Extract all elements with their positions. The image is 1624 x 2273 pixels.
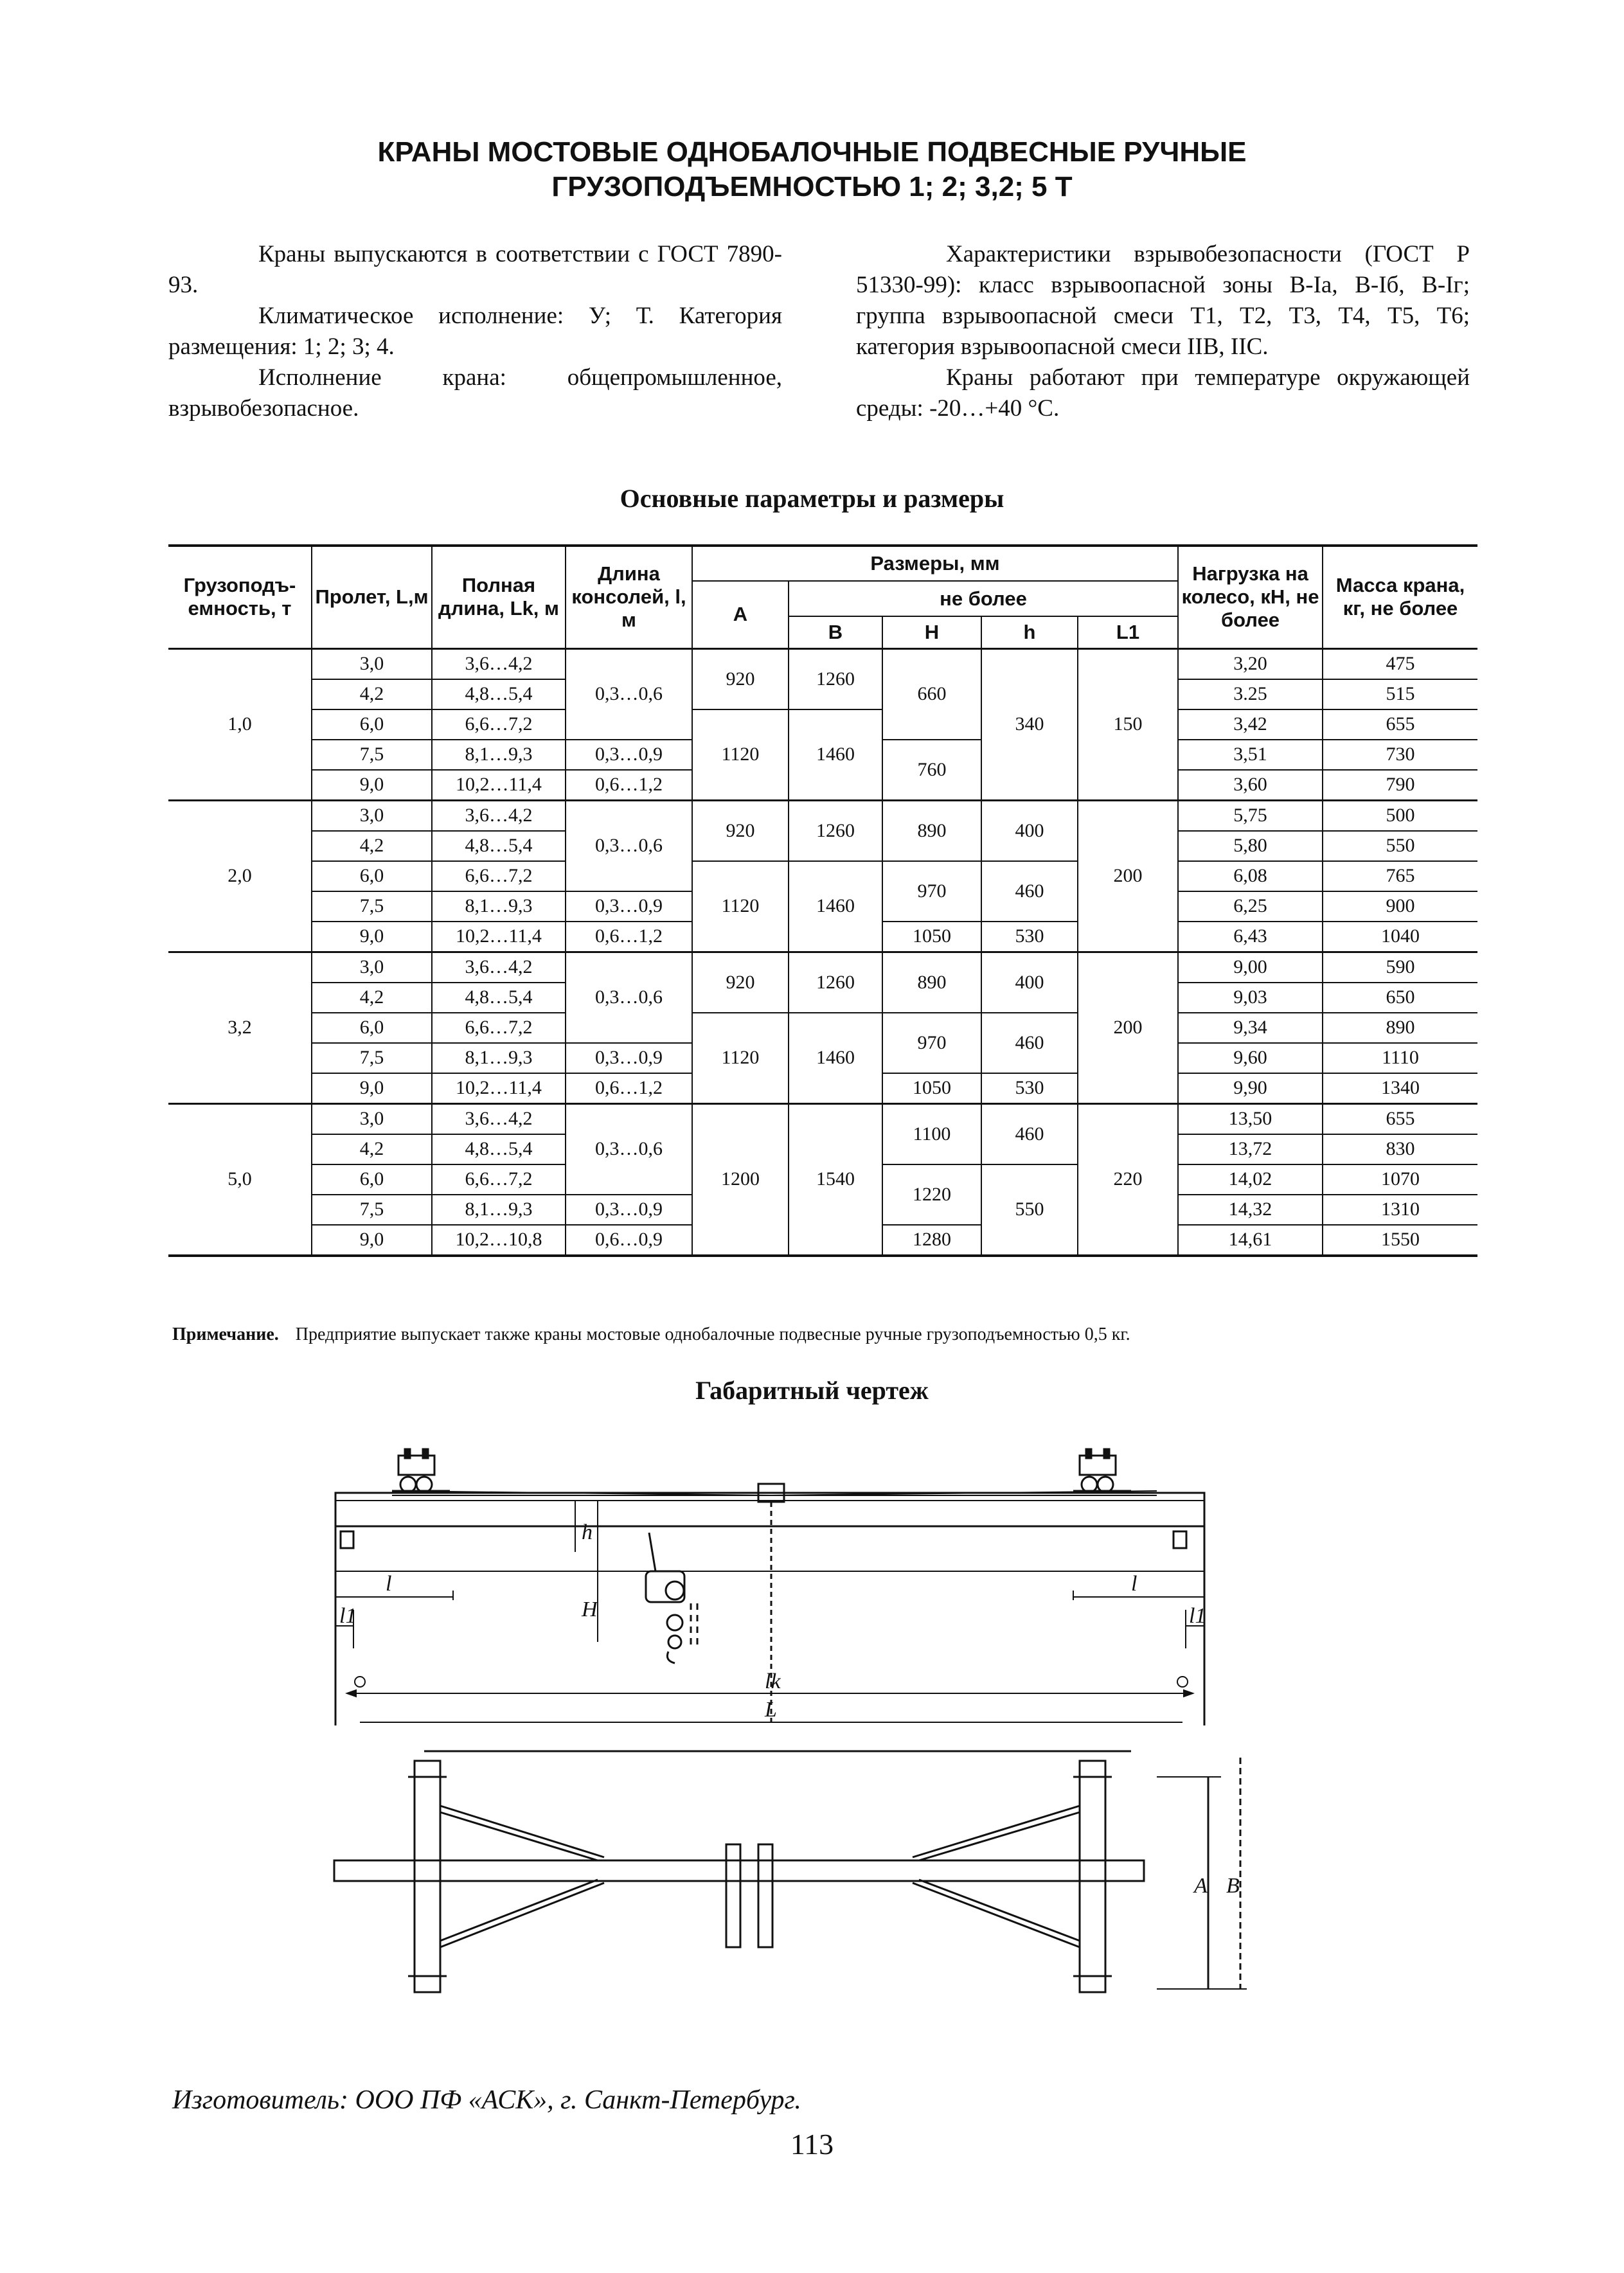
full-length-cell: 6,6…7,2 (432, 709, 566, 740)
header-wheel-load: Нагрузка на колесо, кН, не более (1178, 546, 1323, 648)
end-truck-left (415, 1761, 440, 1992)
mass-cell: 1550 (1323, 1225, 1477, 1256)
capacity-cell: 3,2 (168, 952, 312, 1103)
l1-cell: 150 (1078, 648, 1178, 800)
span-cell: 6,0 (312, 709, 432, 740)
full-length-cell: 10,2…11,4 (432, 770, 566, 801)
beam-outline (335, 1493, 1204, 1526)
manufacturer: Изготовитель: ООО ПФ «АСК», г. Санкт-Петербург. (172, 2085, 801, 2115)
header-big-h: H (882, 616, 981, 648)
full-length-cell: 3,6…4,2 (432, 648, 566, 679)
wheel-load-cell: 9,03 (1178, 983, 1323, 1013)
title-line-1: КРАНЫ МОСТОВЫЕ ОДНОБАЛОЧНЫЕ ПОДВЕСНЫЕ РУЧНЫЕ (377, 136, 1247, 168)
wheel-load-cell: 3,60 (1178, 770, 1323, 801)
b-cell: 1260 (789, 952, 882, 1013)
header-sizes: Размеры, мм (692, 546, 1178, 581)
full-length-cell: 8,1…9,3 (432, 740, 566, 770)
l1-cell: 200 (1078, 952, 1178, 1103)
page-number: 113 (790, 2128, 834, 2161)
l1-cell: 220 (1078, 1103, 1178, 1256)
a-cell: 1120 (692, 861, 789, 952)
capacity-cell: 5,0 (168, 1103, 312, 1256)
big-h-cell: 1280 (882, 1225, 981, 1256)
console-cell: 0,3…0,6 (566, 648, 692, 740)
left-bracing (440, 1806, 604, 1947)
header-small-h: h (981, 616, 1078, 648)
span-cell: 9,0 (312, 1073, 432, 1104)
console-cell: 0,3…0,9 (566, 1043, 692, 1073)
label-l1-left: l1 (339, 1604, 357, 1628)
wheel-load-cell: 5,80 (1178, 831, 1323, 861)
small-h-cell: 340 (981, 648, 1078, 800)
header-mass: Масса крана, кг, не более (1323, 546, 1477, 648)
small-h-cell: 400 (981, 952, 1078, 1013)
big-h-cell: 970 (882, 1013, 981, 1073)
mass-cell: 500 (1323, 800, 1477, 831)
wheel-load-cell: 3,20 (1178, 648, 1323, 679)
b-cell: 1460 (789, 861, 882, 952)
table-row (168, 1013, 1477, 1043)
span-cell: 4,2 (312, 831, 432, 861)
full-length-cell: 10,2…11,4 (432, 922, 566, 952)
label-h: h (582, 1520, 593, 1544)
crane-plan-view (321, 1738, 1272, 2002)
intro-paragraph: Исполнение крана: общепромышленное, взрывобезопасное. (168, 364, 782, 422)
wheel-load-cell: 9,00 (1178, 952, 1323, 983)
right-bracing (913, 1806, 1080, 1947)
label-L: L (765, 1698, 777, 1722)
mass-cell: 655 (1323, 709, 1477, 740)
wheel-load-cell: 9,34 (1178, 1013, 1323, 1043)
span-cell: 7,5 (312, 1195, 432, 1225)
span-cell: 3,0 (312, 648, 432, 679)
span-cell: 9,0 (312, 770, 432, 801)
full-length-cell: 10,2…11,4 (432, 1073, 566, 1104)
page-title (0, 135, 1624, 204)
intro-paragraph: Краны работают при температуре окружающей среды: -20…+40 °С. (856, 364, 1470, 422)
mass-cell: 590 (1323, 952, 1477, 983)
mass-cell: 550 (1323, 831, 1477, 861)
big-h-cell: 1050 (882, 922, 981, 952)
drawing-title: Габаритный чертеж (695, 1376, 929, 1405)
small-h-cell: 460 (981, 1013, 1078, 1073)
intro-paragraph: Характеристики взрывобезопасности (ГОСТ Р 51330-99): класс взрывоопасной зоны B-Ia, B-Iб, B-Iг; группа взрывоопасной смеси Т1, Т2, Т3, Т4, Т5, Т6; категория взрывоопасной смеси IIВ, IIС. (856, 241, 1470, 360)
small-h-cell: 460 (981, 861, 1078, 922)
a-cell: 920 (692, 648, 789, 709)
span-cell: 7,5 (312, 740, 432, 770)
header-full-length: Полная длина, Lk, м (432, 546, 566, 648)
label-l1-right: l1 (1189, 1604, 1206, 1628)
intro-left-column (168, 239, 782, 424)
full-length-cell: 4,8…5,4 (432, 1134, 566, 1164)
mass-cell: 890 (1323, 1013, 1477, 1043)
right-end-carriage (1073, 1449, 1131, 1492)
table-row (168, 952, 1477, 983)
b-cell: 1260 (789, 800, 882, 861)
full-length-cell: 10,2…10,8 (432, 1225, 566, 1256)
console-cell: 0,6…1,2 (566, 770, 692, 801)
intro-paragraph: Климатическое исполнение: У; Т. Категория размещения: 1; 2; 3; 4. (168, 303, 782, 360)
span-cell: 6,0 (312, 861, 432, 891)
full-length-cell: 8,1…9,3 (432, 1195, 566, 1225)
mass-cell: 790 (1323, 770, 1477, 801)
full-length-cell: 8,1…9,3 (432, 1043, 566, 1073)
table-note (172, 1324, 1130, 1345)
span-cell: 4,2 (312, 983, 432, 1013)
b-cell: 1540 (789, 1103, 882, 1256)
table-row (168, 800, 1477, 831)
small-h-cell: 530 (981, 922, 1078, 952)
a-cell: 1120 (692, 709, 789, 801)
end-plate (1173, 1531, 1186, 1548)
big-h-cell: 760 (882, 740, 981, 801)
b-cell: 1460 (789, 709, 882, 801)
left-end-carriage (392, 1449, 450, 1492)
table-title: Основные параметры и размеры (620, 484, 1004, 513)
wheel-load-cell: 9,60 (1178, 1043, 1323, 1073)
console-cell: 0,3…0,9 (566, 740, 692, 770)
mass-cell: 765 (1323, 861, 1477, 891)
console-cell: 0,6…1,2 (566, 1073, 692, 1104)
big-h-cell: 890 (882, 952, 981, 1013)
mass-cell: 900 (1323, 891, 1477, 922)
console-cell: 0,3…0,9 (566, 1195, 692, 1225)
mass-cell: 655 (1323, 1103, 1477, 1134)
l1-cell: 200 (1078, 800, 1178, 952)
a-cell: 1120 (692, 1013, 789, 1104)
header-not-more: не более (789, 581, 1178, 616)
wheel-load-cell: 13,72 (1178, 1134, 1323, 1164)
title-line-2: ГРУЗОПОДЪЕМНОСТЬЮ 1; 2; 3,2; 5 Т (551, 171, 1073, 202)
mass-cell: 650 (1323, 983, 1477, 1013)
mass-cell: 1110 (1323, 1043, 1477, 1073)
header-b: B (789, 616, 882, 648)
small-h-cell: 550 (981, 1164, 1078, 1256)
wheel-load-cell: 6,43 (1178, 922, 1323, 952)
span-cell: 7,5 (312, 891, 432, 922)
mass-cell: 830 (1323, 1134, 1477, 1164)
full-length-cell: 6,6…7,2 (432, 1013, 566, 1043)
big-h-cell: 1220 (882, 1164, 981, 1225)
small-h-cell: 530 (981, 1073, 1078, 1104)
a-cell: 920 (692, 952, 789, 1013)
wheel-load-cell: 6,25 (1178, 891, 1323, 922)
full-length-cell: 8,1…9,3 (432, 891, 566, 922)
main-beam (334, 1860, 1144, 1881)
big-h-cell: 660 (882, 648, 981, 740)
mass-cell: 1340 (1323, 1073, 1477, 1104)
wheel-load-cell: 13,50 (1178, 1103, 1323, 1134)
header-capacity: Грузоподъ-емность, т (168, 546, 312, 648)
label-l-right: l (1131, 1572, 1138, 1596)
span-cell: 3,0 (312, 1103, 432, 1134)
a-cell: 1200 (692, 1103, 789, 1256)
mass-cell: 1070 (1323, 1164, 1477, 1195)
wheel-load-cell: 3,51 (1178, 740, 1323, 770)
wheel-load-cell: 3.25 (1178, 679, 1323, 709)
b-cell: 1460 (789, 1013, 882, 1104)
intro-paragraph: Краны выпускаются в соответствии с ГОСТ 7890-93. (168, 241, 782, 298)
big-h-cell: 1050 (882, 1073, 981, 1104)
span-cell: 4,2 (312, 679, 432, 709)
note-label: Примечание. (172, 1324, 279, 1344)
capacity-cell: 1,0 (168, 648, 312, 800)
big-h-cell: 970 (882, 861, 981, 922)
full-length-cell: 4,8…5,4 (432, 679, 566, 709)
span-cell: 4,2 (312, 1134, 432, 1164)
mass-cell: 730 (1323, 740, 1477, 770)
table-row (168, 1103, 1477, 1134)
big-h-cell: 1100 (882, 1103, 981, 1164)
console-cell: 0,3…0,6 (566, 952, 692, 1043)
header-span: Пролет, L,м (312, 546, 432, 648)
header-console: Длина консолей, l, м (566, 546, 692, 648)
console-cell: 0,3…0,6 (566, 1103, 692, 1195)
mass-cell: 1040 (1323, 922, 1477, 952)
capacity-cell: 2,0 (168, 800, 312, 952)
span-cell: 7,5 (312, 1043, 432, 1073)
full-length-cell: 4,8…5,4 (432, 983, 566, 1013)
header-l1: L1 (1078, 616, 1178, 648)
end-plate (341, 1531, 353, 1548)
full-length-cell: 3,6…4,2 (432, 952, 566, 983)
a-cell: 920 (692, 800, 789, 861)
end-truck-right (1080, 1761, 1105, 1992)
span-cell: 6,0 (312, 1164, 432, 1195)
span-cell: 9,0 (312, 1225, 432, 1256)
mass-cell: 515 (1323, 679, 1477, 709)
wheel-load-cell: 5,75 (1178, 800, 1323, 831)
span-cell: 3,0 (312, 952, 432, 983)
wheel-load-cell: 3,42 (1178, 709, 1323, 740)
table-row (168, 709, 1477, 740)
full-length-cell: 6,6…7,2 (432, 1164, 566, 1195)
full-length-cell: 6,6…7,2 (432, 861, 566, 891)
console-cell: 0,3…0,6 (566, 800, 692, 891)
console-cell: 0,6…0,9 (566, 1225, 692, 1256)
table-row (168, 648, 1477, 679)
label-H: H (582, 1598, 598, 1621)
full-length-cell: 3,6…4,2 (432, 800, 566, 831)
console-cell: 0,3…0,9 (566, 891, 692, 922)
wheel-load-cell: 14,02 (1178, 1164, 1323, 1195)
span-cell: 9,0 (312, 922, 432, 952)
big-h-cell: 890 (882, 800, 981, 861)
mass-cell: 475 (1323, 648, 1477, 679)
full-length-cell: 4,8…5,4 (432, 831, 566, 861)
b-cell: 1260 (789, 648, 882, 709)
label-l-left: l (386, 1572, 392, 1596)
label-lk: lk (765, 1670, 781, 1693)
note-text: Предприятие выпускает также краны мостовые однобалочные подвесные ручные грузоподъемностью 0,5 кг. (295, 1324, 1130, 1344)
mass-cell: 1310 (1323, 1195, 1477, 1225)
intro-right-column (856, 239, 1470, 424)
label-A: A (1194, 1874, 1208, 1898)
span-cell: 3,0 (312, 800, 432, 831)
span-cell: 6,0 (312, 1013, 432, 1043)
table-body (168, 648, 1477, 1256)
console-cell: 0,6…1,2 (566, 922, 692, 952)
small-h-cell: 400 (981, 800, 1078, 861)
table-row (168, 861, 1477, 891)
table-header (168, 546, 1477, 648)
wheel-load-cell: 6,08 (1178, 861, 1323, 891)
full-length-cell: 3,6…4,2 (432, 1103, 566, 1134)
label-B: B (1226, 1874, 1240, 1898)
header-a: A (692, 581, 789, 648)
hoist (646, 1533, 697, 1663)
wheel-load-cell: 14,32 (1178, 1195, 1323, 1225)
wheel-load-cell: 9,90 (1178, 1073, 1323, 1104)
wheel-load-cell: 14,61 (1178, 1225, 1323, 1256)
parameters-table (168, 544, 1477, 1257)
crane-front-view (321, 1436, 1240, 1738)
small-h-cell: 460 (981, 1103, 1078, 1164)
